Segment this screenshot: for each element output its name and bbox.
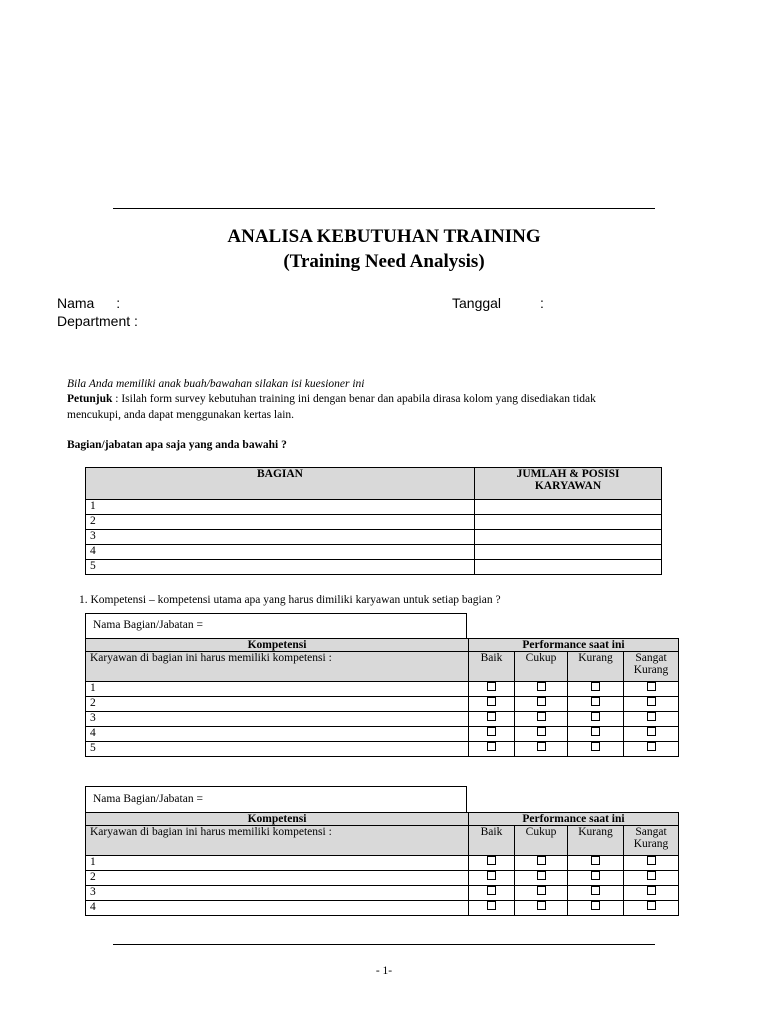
kompetensi-row-number: 1 [86,682,469,697]
bagian-jumlah-cell[interactable] [475,545,662,560]
nama-label [57,295,120,311]
kompetensi-row-number: 3 [86,712,469,727]
checkbox-cukup[interactable] [537,682,546,691]
checkbox-kurang[interactable] [591,742,600,751]
nama-bagian-box-2[interactable]: Nama Bagian/Jabatan = [85,786,467,813]
nama-label-text: Nama [57,295,95,311]
kompetensi-row-number: 4 [86,901,469,916]
bagian-jumlah-cell[interactable] [475,515,662,530]
kompetensi-row-number: 2 [86,871,469,886]
checkbox-baik[interactable] [487,727,496,736]
petunjuk-text [67,393,667,405]
nama-colon: : [116,295,121,311]
checkbox-sangat-kurang[interactable] [647,871,656,880]
checkbox-kurang[interactable] [591,727,600,736]
checkbox-kurang[interactable] [591,886,600,895]
document-subtitle: (Training Need Analysis) [283,251,485,272]
bagian-table [85,467,662,575]
rating-cukup: Cukup [515,826,568,856]
petunjuk-body: : Isilah form survey kebutuhan training ini dengan benar dan apabila dirasa kolom yang disediakan tidak [112,393,596,405]
footer-rule [113,944,655,945]
performance-header: Performance saat ini [469,813,679,826]
bagian-row-number: 2 [86,515,475,530]
document-title: ANALISA KEBUTUHAN TRAINING [227,226,541,247]
petunjuk-label: Petunjuk [67,393,113,405]
rating-sangat-kurang [624,826,679,856]
checkbox-sangat-kurang[interactable] [647,697,656,706]
rating-sangat-line1: Sangat [635,652,667,664]
checkbox-kurang[interactable] [591,712,600,721]
checkbox-kurang[interactable] [591,856,600,865]
kompetensi-row-number: 2 [86,697,469,712]
kompetensi-header: Kompetensi [86,639,469,652]
kompetensi-row-number: 3 [86,886,469,901]
header-rule [113,208,655,209]
tanggal-label-text: Tanggal [452,295,502,311]
bagian-jumlah-cell[interactable] [475,500,662,515]
rating-kurang: Kurang [568,826,624,856]
col-jumlah-line1: JUMLAH & POSISI [516,468,620,480]
kompetensi-header: Kompetensi [86,813,469,826]
checkbox-sangat-kurang[interactable] [647,682,656,691]
checkbox-cukup[interactable] [537,886,546,895]
intro-text: Bila Anda memiliki anak buah/bawahan silakan isi kuesioner ini [67,378,365,390]
question-bagian: Bagian/jabatan apa saja yang anda bawahi ? [67,439,287,451]
checkbox-sangat-kurang[interactable] [647,886,656,895]
checkbox-kurang[interactable] [591,901,600,910]
question-1: 1. Kompetensi – kompetensi utama apa yang harus dimiliki karyawan untuk setiap bagian ? [79,594,501,606]
checkbox-baik[interactable] [487,697,496,706]
kompetensi-desc: Karyawan di bagian ini harus memiliki kompetensi : [86,652,469,682]
col-bagian: BAGIAN [86,468,475,500]
checkbox-kurang[interactable] [591,697,600,706]
kompetensi-row-number: 1 [86,856,469,871]
checkbox-baik[interactable] [487,742,496,751]
checkbox-baik[interactable] [487,712,496,721]
checkbox-sangat-kurang[interactable] [647,742,656,751]
bagian-row-number: 1 [86,500,475,515]
page-number: - 1- [375,965,393,977]
kompetensi-desc: Karyawan di bagian ini harus memiliki kompetensi : [86,826,469,856]
rating-sangat-line2: Kurang [633,838,669,850]
checkbox-cukup[interactable] [537,727,546,736]
department-label: Department : [57,313,138,329]
rating-sangat-line1: Sangat [635,826,667,838]
rating-baik: Baik [469,826,515,856]
checkbox-sangat-kurang[interactable] [647,856,656,865]
checkbox-sangat-kurang[interactable] [647,727,656,736]
performance-header: Performance saat ini [469,639,679,652]
bagian-row-number: 4 [86,545,475,560]
bagian-row-number: 5 [86,560,475,575]
checkbox-cukup[interactable] [537,856,546,865]
col-jumlah [475,468,662,500]
checkbox-sangat-kurang[interactable] [647,901,656,910]
bagian-jumlah-cell[interactable] [475,530,662,545]
checkbox-baik[interactable] [487,901,496,910]
col-jumlah-line2: KARYAWAN [534,480,602,492]
kompetensi-table-1 [85,638,679,757]
checkbox-cukup[interactable] [537,712,546,721]
checkbox-sangat-kurang[interactable] [647,712,656,721]
tanggal-colon: : [539,295,544,311]
rating-baik: Baik [469,652,515,682]
tanggal-label [452,295,544,311]
checkbox-baik[interactable] [487,682,496,691]
checkbox-cukup[interactable] [537,697,546,706]
kompetensi-row-number: 4 [86,727,469,742]
checkbox-cukup[interactable] [537,871,546,880]
petunjuk-text-line2: mencukupi, anda dapat menggunakan kertas lain. [67,409,295,421]
rating-sangat-kurang [624,652,679,682]
bagian-row-number: 3 [86,530,475,545]
checkbox-baik[interactable] [487,886,496,895]
checkbox-kurang[interactable] [591,682,600,691]
checkbox-cukup[interactable] [537,742,546,751]
rating-sangat-line2: Kurang [633,664,669,676]
kompetensi-table-2 [85,812,679,916]
checkbox-baik[interactable] [487,871,496,880]
bagian-jumlah-cell[interactable] [475,560,662,575]
checkbox-kurang[interactable] [591,871,600,880]
kompetensi-row-number: 5 [86,742,469,757]
rating-cukup: Cukup [515,652,568,682]
nama-bagian-box-1[interactable]: Nama Bagian/Jabatan = [85,613,467,639]
checkbox-cukup[interactable] [537,901,546,910]
rating-kurang: Kurang [568,652,624,682]
checkbox-baik[interactable] [487,856,496,865]
